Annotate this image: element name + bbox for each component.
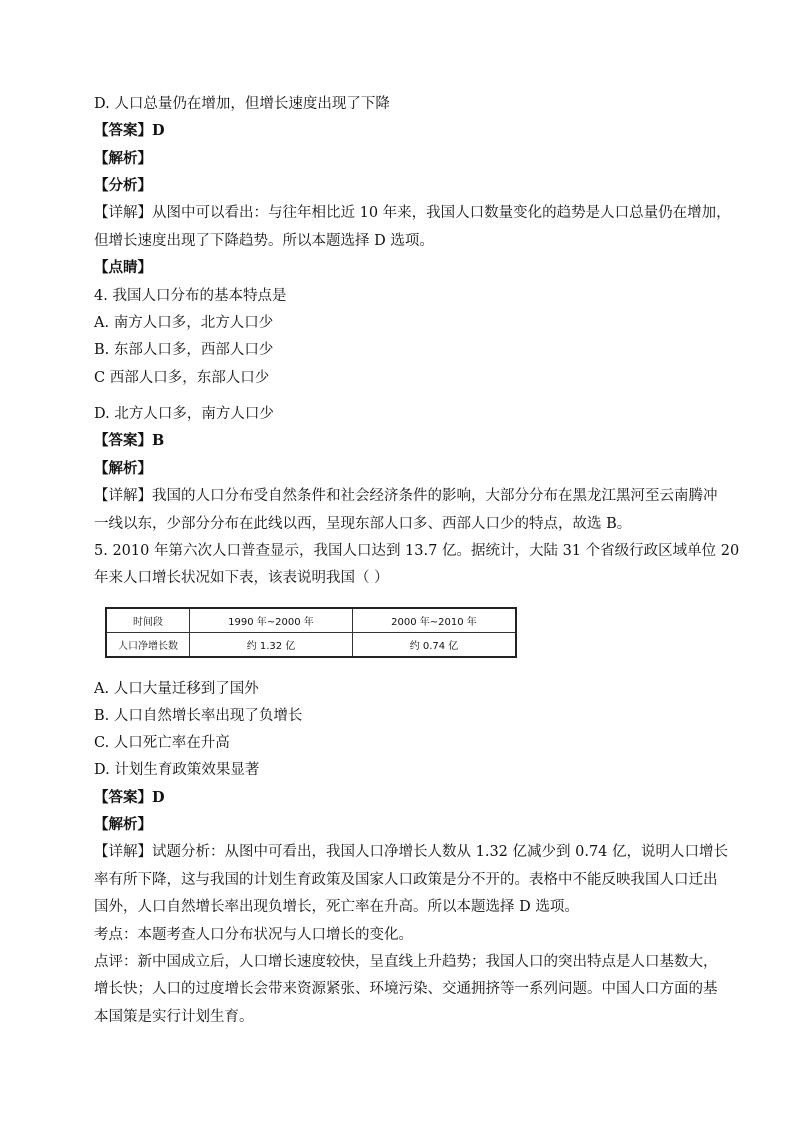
comment-q5-line3: 本国策是实行计划生育。 <box>94 1009 254 1025</box>
table-cell: 约 0.74 亿 <box>353 633 517 658</box>
table-row <box>106 633 516 658</box>
explanation-q4-line2: 一线以东，少部分分布在此线以西，呈现东部人口多、西部人口少的特点，故选 B。 <box>94 516 632 532</box>
table-header-cell: 时间段 <box>106 608 190 633</box>
question-5-line1: 5. 2010 年第六次人口普查显示，我国人口达到 13.7 亿。据统计，大陆 31 个省级行政区域单位 20 <box>94 543 740 559</box>
question-4: 4. 我国人口分布的基本特点是 <box>94 288 287 304</box>
explanation-q5-line3: 国外，人口自然增长率出现负增长，死亡率在升高。所以本题选择 D 选项。 <box>94 899 579 915</box>
option-d-q5: D. 计划生育政策效果显著 <box>94 762 260 778</box>
table-cell: 约 1.32 亿 <box>190 633 353 658</box>
explanation-q4-line1: 【详解】我国的人口分布受自然条件和社会经济条件的影响，大部分分布在黑龙江黑河至云南腾冲 <box>94 488 718 504</box>
analysis-heading-q5: 【解析】 <box>94 816 152 833</box>
table-header-cell: 1990 年~2000 年 <box>190 608 353 633</box>
option-a-q5: A. 人口大量迁移到了国外 <box>94 681 259 697</box>
analysis-sub-heading-q3: 【分析】 <box>94 177 152 194</box>
option-d-q4: D. 北方人口多，南方人口少 <box>94 406 274 422</box>
option-b-q4: B. 东部人口多，西部人口少 <box>94 342 274 358</box>
explanation-q3-line2: 但增长速度出现了下降趋势。所以本题选择 D 选项。 <box>94 233 434 249</box>
comment-q5-line2: 增长快；人口的过度增长会带来资源紧张、环境污染、交通拥挤等一系列问题。中国人口方面的基 <box>94 981 718 997</box>
analysis-heading-q3: 【解析】 <box>94 150 152 167</box>
option-d-q3: D. 人口总量仍在增加，但增长速度出现了下降 <box>94 96 390 112</box>
population-growth-table <box>105 607 517 658</box>
analysis-heading-q4: 【解析】 <box>94 460 152 477</box>
option-b-q5: B. 人口自然增长率出现了负增长 <box>94 708 303 724</box>
explanation-q3-line1: 【详解】从图中可以看出：与往年相比近 10 年来，我国人口数量变化的趋势是人口总量仍在增加， <box>94 205 731 221</box>
option-c-q5: C. 人口死亡率在升高 <box>94 735 230 751</box>
answer-q5: 【答案】D <box>94 789 165 806</box>
explanation-q5-line1: 【详解】试题分析：从图中可看出，我国人口净增长人数从 1.32 亿减少到 0.74 亿，说明人口增长 <box>94 844 729 860</box>
comment-q5-line1: 点评：新中国成立后，人口增长速度较快，呈直线上升趋势；我国人口的突出特点是人口基数大， <box>94 954 718 970</box>
tip-heading-q3: 【点睛】 <box>94 259 152 276</box>
answer-q3: 【答案】D <box>94 122 165 139</box>
exam-point-q5: 考点：本题考查人口分布状况与人口增长的变化。 <box>94 927 413 943</box>
option-a-q4: A. 南方人口多，北方人口少 <box>94 315 274 331</box>
question-5-line2: 年来人口增长状况如下表，该表说明我国（ ） <box>94 570 389 586</box>
table-cell: 人口净增长数 <box>106 633 190 658</box>
explanation-q5-line2: 率有所下降，这与我国的计划生育政策及国家人口政策是分不开的。表格中不能反映我国人口迁出 <box>94 872 718 888</box>
table-header-row <box>106 608 516 633</box>
answer-q4: 【答案】B <box>94 432 165 449</box>
table-header-cell: 2000 年~2010 年 <box>353 608 517 633</box>
option-c-q4: C 西部人口多，东部人口少 <box>94 370 270 386</box>
